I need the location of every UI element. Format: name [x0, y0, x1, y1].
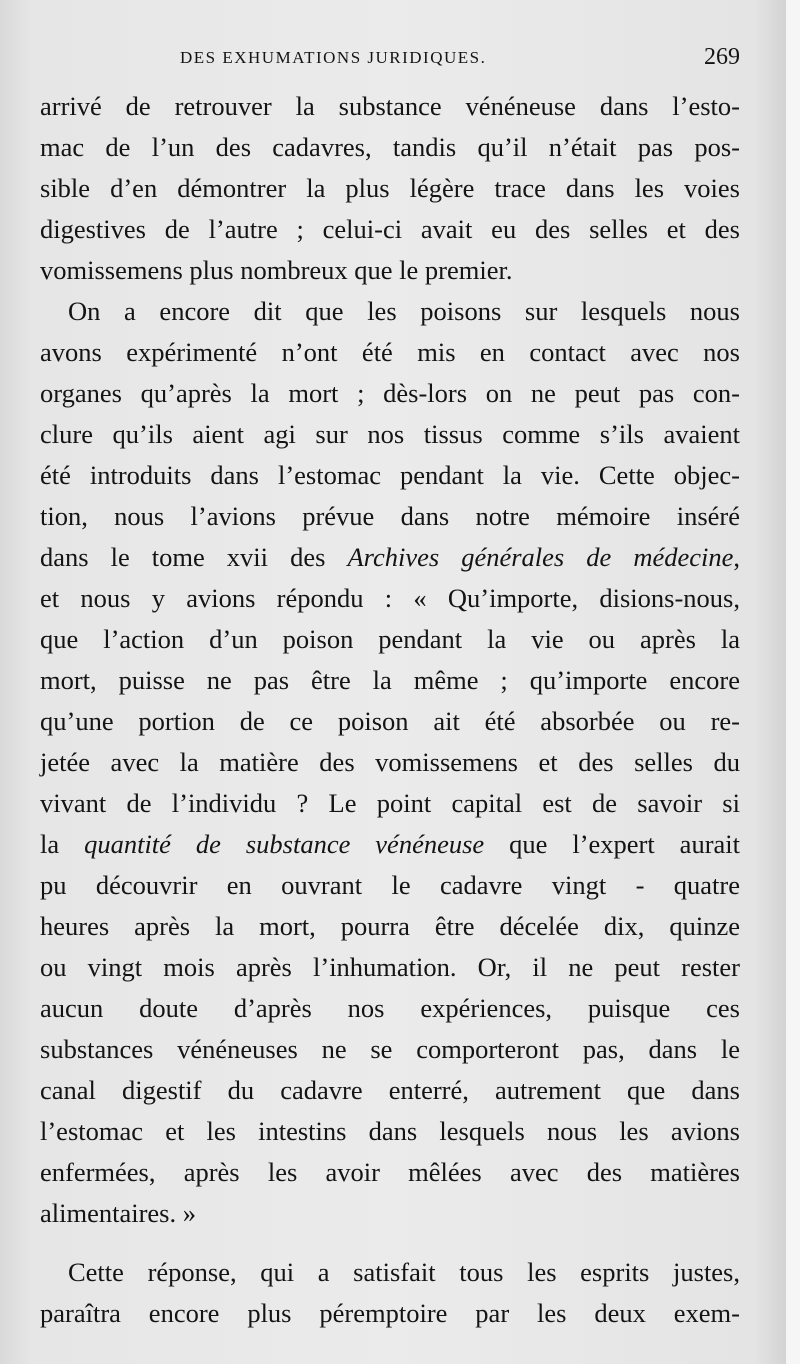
text-line: organes qu’après la mort ; dès-lors on ne peut pas con-	[40, 378, 740, 408]
text-line: paraîtra encore plus péremptoire par les deux exem-	[40, 1298, 740, 1328]
text-line: heures après la mort, pourra être décelée dix, quinze	[40, 911, 740, 941]
text-line	[40, 824, 740, 865]
text-line: digestives de l’autre ; celui-ci avait eu des selles et des	[40, 214, 740, 244]
text-line: aucun doute d’après nos expériences, puisque ces	[40, 993, 740, 1023]
paragraph-first-line: Cette réponse, qui a satisfait tous les esprits justes,	[68, 1257, 740, 1287]
running-head: DES EXHUMATIONS JURIDIQUES.	[180, 48, 487, 67]
text-line: vivant de l’individu ? Le point capital est de savoir si	[40, 788, 740, 818]
text-line: avons expérimenté n’ont été mis en contact avec nos	[40, 337, 740, 367]
text-line: substances vénéneuses ne se comporteront pas, dans le	[40, 1034, 740, 1064]
text-line: sible d’en démontrer la plus légère trace dans les voies	[40, 173, 740, 203]
page-header	[40, 40, 740, 80]
text-segment: la	[40, 829, 60, 859]
body-text	[40, 86, 740, 1334]
text-line: mort, puisse ne pas être la même ; qu’importe encore	[40, 665, 740, 695]
text-line: enfermées, après les avoir mêlées avec des matières	[40, 1157, 740, 1187]
paragraph-first-line: On a encore dit que les poisons sur lesquels nous	[68, 296, 740, 326]
text-line: que l’action d’un poison pendant la vie ou après la	[40, 624, 740, 654]
paragraph-gap	[40, 1234, 740, 1252]
text-line: canal digestif du cadavre enterré, autrement que dans	[40, 1075, 740, 1105]
text-line: qu’une portion de ce poison ait été absorbée ou re-	[40, 706, 740, 736]
text-line: été introduits dans l’estomac pendant la vie. Cette objec-	[40, 460, 740, 490]
page-number: 269	[704, 44, 740, 70]
text-line: alimentaires. »	[40, 1198, 196, 1228]
italic-phrase: quantité de substance vénéneuse	[84, 829, 485, 859]
text-line: tion, nous l’avions prévue dans notre mémoire inséré	[40, 501, 740, 531]
text-line: pu découvrir en ouvrant le cadavre vingt - quatre	[40, 870, 740, 900]
text-line: vomissemens plus nombreux que le premier.	[40, 255, 513, 285]
text-line: et nous y avions répondu : « Qu’importe, disions-nous,	[40, 583, 740, 613]
text-segment: dans le tome xvii des	[40, 542, 326, 572]
text-line: arrivé de retrouver la substance vénéneuse dans l’esto-	[40, 91, 740, 121]
text-line: l’estomac et les intestins dans lesquels nous les avions	[40, 1116, 740, 1146]
text-line: ou vingt mois après l’inhumation. Or, il ne peut rester	[40, 952, 740, 982]
text-segment: ,	[733, 542, 741, 572]
text-line	[40, 537, 740, 578]
page-gutter	[786, 0, 800, 1364]
text-segment: que l’expert aurait	[509, 829, 741, 859]
text-line: clure qu’ils aient agi sur nos tissus comme s’ils avaient	[40, 419, 740, 449]
journal-title: Archives générales de médecine	[347, 542, 734, 572]
text-line: mac de l’un des cadavres, tandis qu’il n’était pas pos-	[40, 132, 740, 162]
text-line: jetée avec la matière des vomissemens et des selles du	[40, 747, 740, 777]
